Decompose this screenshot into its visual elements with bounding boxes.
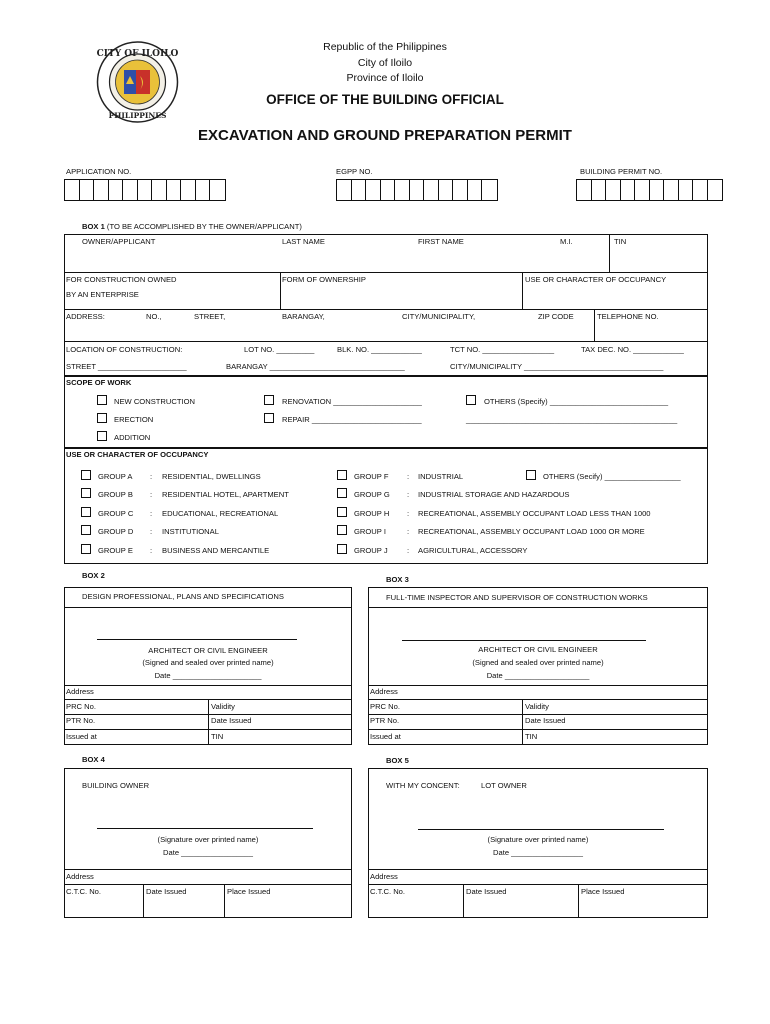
box5-date[interactable]: Date _________________ [493,848,583,857]
group-d-checkbox[interactable] [81,525,91,535]
group-a-label: GROUP A [98,472,133,481]
box2-sig-title: ARCHITECT OR CIVIL ENGINEER [148,646,268,655]
group-f-checkbox[interactable] [337,470,347,480]
form-of-ownership-label: FORM OF OWNERSHIP [282,275,366,284]
box3-sig-title: ARCHITECT OR CIVIL ENGINEER [478,645,598,654]
box3-date-issued: Date Issued [525,716,566,725]
building-permit-no-label: BUILDING PERMIT NO. [580,167,663,176]
box3-ptr: PTR No. [370,716,400,725]
box3-sig-sub: (Signed and sealed over printed name) [472,658,604,667]
barangay-field[interactable]: BARANGAY ________________________________ [226,362,405,371]
box4-sig-sub: (Signature over printed name) [157,835,259,844]
svg-text:PHILIPPINES: PHILIPPINES [108,111,167,120]
group-j-desc: AGRICULTURAL, ACCESSORY [418,546,528,555]
group-g-desc: INDUSTRIAL STORAGE AND HAZARDOUS [418,490,570,499]
box2-label: BOX 2 [82,571,105,580]
box5-ctc: C.T.C. No. [370,887,406,896]
tct-no-field[interactable]: TCT NO. _________________ [450,345,555,354]
group-a-desc: RESIDENTIAL, DWELLINGS [162,472,261,481]
box3-address: Address [370,687,398,696]
first-name-label: FIRST NAME [418,237,464,246]
group-e-label: GROUP E [98,546,133,555]
group-a-colon: : [150,472,153,481]
box3-date[interactable]: Date ____________________ [486,671,590,680]
address-label: ADDRESS: [66,312,105,321]
group-i-colon: : [407,527,410,536]
box5-sig-sub: (Signature over printed name) [487,835,589,844]
tin-label: TIN [614,237,627,246]
street-field[interactable]: STREET _____________________ [66,362,187,371]
group-g-label: GROUP G [354,490,390,499]
new-construction-checkbox[interactable] [97,395,107,405]
group-c-checkbox[interactable] [81,507,91,517]
box2-sig-sub: (Signed and sealed over printed name) [142,658,274,667]
group-h-label: GROUP H [354,509,390,518]
repair-checkbox[interactable] [264,413,274,423]
header-province: Province of Iloilo [346,72,424,84]
box5-label: BOX 5 [386,756,409,765]
mi-label: M.I. [560,237,573,246]
box4-date-issued: Date Issued [146,887,187,896]
box1-heading: BOX 1 (TO BE ACCOMPLISHED BY THE OWNER/APPLICANT) [82,222,302,231]
box2-prc: PRC No. [66,702,96,711]
box3-label: BOX 3 [386,575,409,584]
by-enterprise-label: BY AN ENTERPRISE [66,290,139,299]
box5-place-issued: Place Issued [581,887,625,896]
group-c-colon: : [150,509,153,518]
last-name-label: LAST NAME [282,237,325,246]
erection-label: ERECTION [114,415,154,424]
lot-no-field[interactable]: LOT NO. _________ [244,345,315,354]
location-label: LOCATION OF CONSTRUCTION: [66,345,183,354]
group-g-colon: : [407,490,410,499]
group-d-colon: : [150,527,153,536]
box5-lot-owner: LOT OWNER [481,781,527,790]
addition-label: ADDITION [114,433,151,442]
group-j-label: GROUP J [354,546,388,555]
group-i-desc: RECREATIONAL, ASSEMBLY OCCUPANT LOAD 1000 OR MORE [418,527,645,536]
group-h-colon: : [407,509,410,518]
others-occupancy-label: OTHERS (Secify) __________________ [543,472,681,481]
others-scope-checkbox[interactable] [466,395,476,405]
erection-checkbox[interactable] [97,413,107,423]
application-no-label: APPLICATION NO. [66,167,132,176]
tax-dec-field[interactable]: TAX DEC. NO. ____________ [581,345,684,354]
box3-signature-line[interactable] [402,640,646,641]
group-j-checkbox[interactable] [337,544,347,554]
application-no-boxes[interactable] [64,179,226,201]
street-label: STREET, [194,312,226,321]
telephone-label: TELEPHONE NO. [597,312,659,321]
box5-signature-line[interactable] [418,829,664,830]
box3-issued-at: Issued at [370,732,401,741]
group-i-label: GROUP I [354,527,386,536]
box2-validity: Validity [211,702,235,711]
group-j-colon: : [407,546,410,555]
renovation-label: RENOVATION _____________________ [282,397,422,406]
box4-title: BUILDING OWNER [82,781,150,790]
box2-ptr: PTR No. [66,716,96,725]
group-b-checkbox[interactable] [81,488,91,498]
box5-address: Address [370,872,398,881]
box4-ctc: C.T.C. No. [66,887,102,896]
zip-code-label: ZIP CODE [538,312,574,321]
group-c-label: GROUP C [98,509,134,518]
occupancy-heading: USE OR CHARACTER OF OCCUPANCY [66,450,209,459]
addition-checkbox[interactable] [97,431,107,441]
box2-title: DESIGN PROFESSIONAL, PLANS AND SPECIFICATIONS [82,592,284,601]
new-construction-label: NEW CONSTRUCTION [114,397,195,406]
box4-address: Address [66,872,94,881]
box2-date[interactable]: Date _____________________ [154,671,262,680]
group-h-checkbox[interactable] [337,507,347,517]
box4-label: BOX 4 [82,755,105,764]
group-e-checkbox[interactable] [81,544,91,554]
use-character-label: USE OR CHARACTER OF OCCUPANCY [525,275,667,284]
scope-frame [64,376,708,448]
others-scope-line[interactable]: __________________________________________________ [466,415,678,424]
city-field[interactable]: CITY/MUNICIPALITY _________________________________ [450,362,664,371]
group-g-checkbox[interactable] [337,488,347,498]
header-city: City of Iloilo [357,57,413,69]
no-label: NO., [146,312,162,321]
group-d-desc: INSTITUTIONAL [162,527,219,536]
barangay-label: BARANGAY, [282,312,325,321]
group-e-desc: BUSINESS AND MERCANTILE [162,546,270,555]
repair-label: REPAIR __________________________ [282,415,422,424]
city-seal [90,40,185,124]
group-f-colon: : [407,472,410,481]
box2-signature-line[interactable] [97,639,297,640]
group-e-colon: : [150,546,153,555]
box2-issued-at: Issued at [66,732,97,741]
box4-date[interactable]: Date _________________ [163,848,253,857]
box3-prc: PRC No. [370,702,400,711]
group-c-desc: EDUCATIONAL, RECREATIONAL [162,509,279,518]
egpp-no-boxes[interactable] [336,179,498,201]
box3-tin: TIN [525,732,538,741]
box2-tin: TIN [211,732,224,741]
others-scope-label: OTHERS (Specify) ____________________________ [484,397,669,406]
group-b-desc: RESIDENTIAL HOTEL, APARTMENT [162,490,289,499]
building-permit-no-boxes[interactable] [576,179,723,201]
office-title: OFFICE OF THE BUILDING OFFICIAL [266,92,504,107]
group-f-label: GROUP F [354,472,389,481]
group-f-desc: INDUSTRIAL [418,472,464,481]
box3-title: FULL-TIME INSPECTOR AND SUPERVISOR OF CONSTRUCTION WORKS [386,593,648,602]
group-d-label: GROUP D [98,527,134,536]
permit-title: EXCAVATION AND GROUND PREPARATION PERMIT [198,127,572,144]
box2-address: Address [66,687,94,696]
box2-date-issued: Date Issued [211,716,252,725]
box5-title: WITH MY CONCENT: [386,781,460,790]
others-occupancy-checkbox[interactable] [526,470,536,480]
box1-frame [64,234,708,376]
scope-heading: SCOPE OF WORK [66,378,132,387]
box3-validity: Validity [525,702,549,711]
renovation-checkbox[interactable] [264,395,274,405]
box5-date-issued: Date Issued [466,887,507,896]
group-b-label: GROUP B [98,490,133,499]
box4-signature-line[interactable] [97,828,313,829]
city-municipality-label: CITY/MUNICIPALITY, [402,312,476,321]
box4-place-issued: Place Issued [227,887,271,896]
blk-no-field[interactable]: BLK. NO. ____________ [337,345,422,354]
header-republic: Republic of the Philippines [323,41,447,53]
group-b-colon: : [150,490,153,499]
group-i-checkbox[interactable] [337,525,347,535]
egpp-no-label: EGPP NO. [336,167,373,176]
group-a-checkbox[interactable] [81,470,91,480]
group-h-desc: RECREATIONAL, ASSEMBLY OCCUPANT LOAD LESS THAN 1000 [418,509,651,518]
svg-text:CITY OF ILOILO: CITY OF ILOILO [96,49,179,59]
owner-applicant-label: OWNER/APPLICANT [82,237,156,246]
for-construction-label: FOR CONSTRUCTION OWNED [66,275,177,284]
